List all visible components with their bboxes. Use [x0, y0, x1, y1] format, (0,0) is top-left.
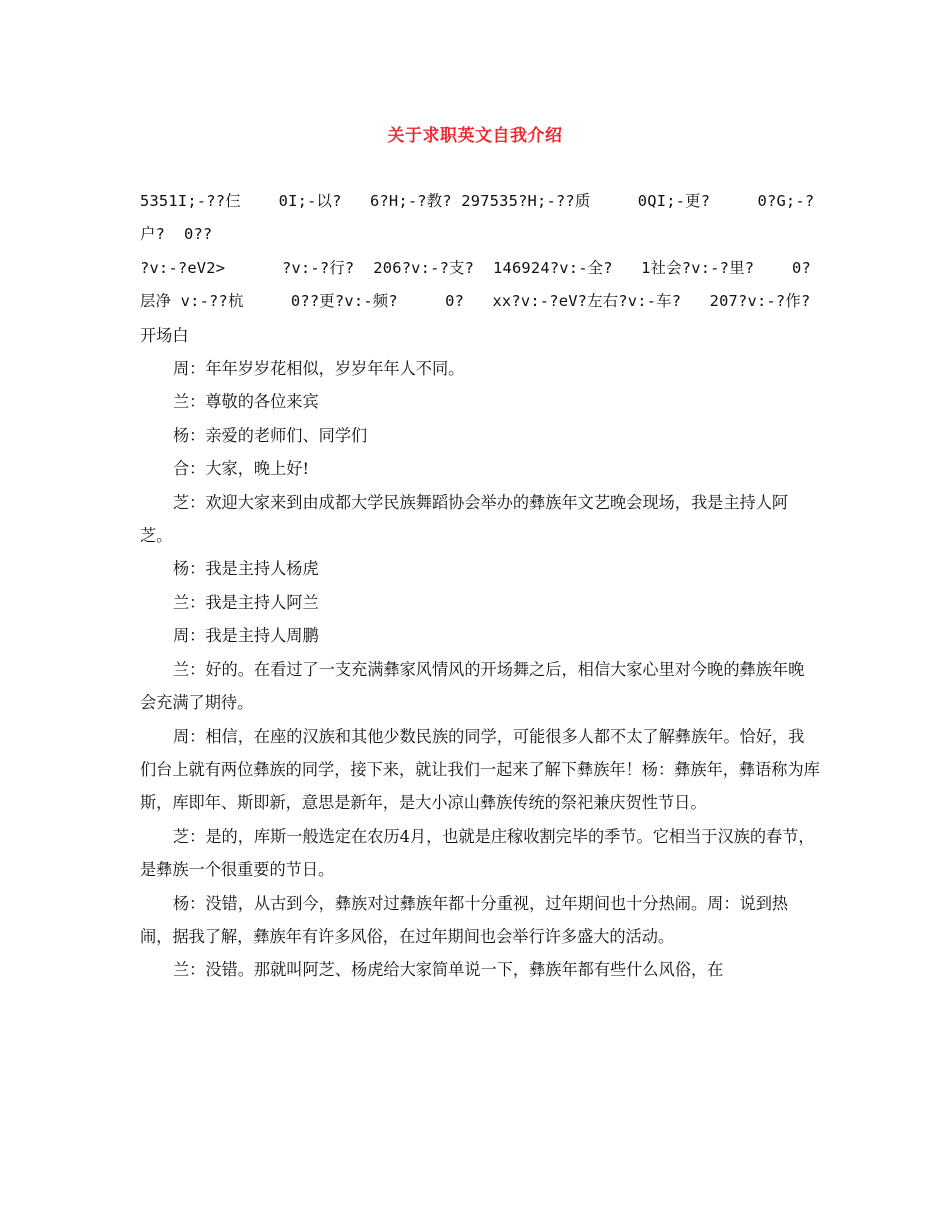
document-paragraph: 兰：好的。在看过了一支充满彝家风情风的开场舞之后，相信大家心里对今晚的彝族年晚会充满了期待。	[140, 659, 805, 713]
document-paragraph: 兰：我是主持人阿兰	[173, 592, 319, 612]
document-title: 关于求职英文自我介绍	[387, 126, 563, 146]
document-paragraph: 杨：亲爱的老师们、同学们	[173, 425, 368, 445]
garbled-text-line: ?v:-?eV2> ?v:-?行? 206?v:-?支? 146924?v:-全? 1社会?v:-?里? 0?层净 v:-??杭 0??更?v:-频? 0? xx?v:-?eV?左右?v:-车? 207?v:-?作?	[140, 258, 811, 311]
document-paragraph: 兰：没错。那就叫阿芝、杨虎给大家简单说一下，彝族年都有些什么风俗，在	[173, 960, 724, 980]
document-paragraph: 杨：没错，从古到今，彝族对过彝族年都十分重视，过年期间也十分热闹。周：说到热闹，据我了解，彝族年有许多风俗，在过年期间也会举行许多盛大的活动。	[140, 893, 789, 946]
document-paragraph: 兰：尊敬的各位来宾	[173, 392, 319, 412]
garbled-text-line: 5351I;-??仨 0I;-以? 6?H;-?教? 297535?H;-??质 0QI;-更? 0?G;-?户? 0??	[140, 192, 815, 244]
document-paragraph: 周：我是主持人周鹏	[173, 626, 319, 646]
document-paragraph: 周：相信，在座的汉族和其他少数民族的同学，可能很多人都不太了解彝族年。恰好，我们台上就有两位彝族的同学，接下来，就让我们一起来了解下彝族年！杨：彝族年，彝语称为库斯，库即年、斯即新，意思是新年，是大小凉山彝族传统的祭祀兼庆贺性节日。	[140, 726, 820, 813]
document-paragraph: 芝：是的，库斯一般选定在农历4月，也就是庄稼收割完毕的季节。它相当于汉族的春节，是彝族一个很重要的节日。	[140, 826, 815, 880]
document-paragraph: 开场白	[140, 325, 189, 345]
document-body	[140, 185, 820, 987]
document-paragraph: 杨：我是主持人杨虎	[173, 559, 319, 579]
document-paragraph: 周：年年岁岁花相似，岁岁年年人不同。	[173, 359, 465, 379]
document-paragraph: 芝：欢迎大家来到由成都大学民族舞蹈协会举办的彝族年文艺晚会现场，我是主持人阿芝。	[140, 492, 789, 546]
document-paragraph: 合：大家，晚上好!	[173, 459, 310, 479]
